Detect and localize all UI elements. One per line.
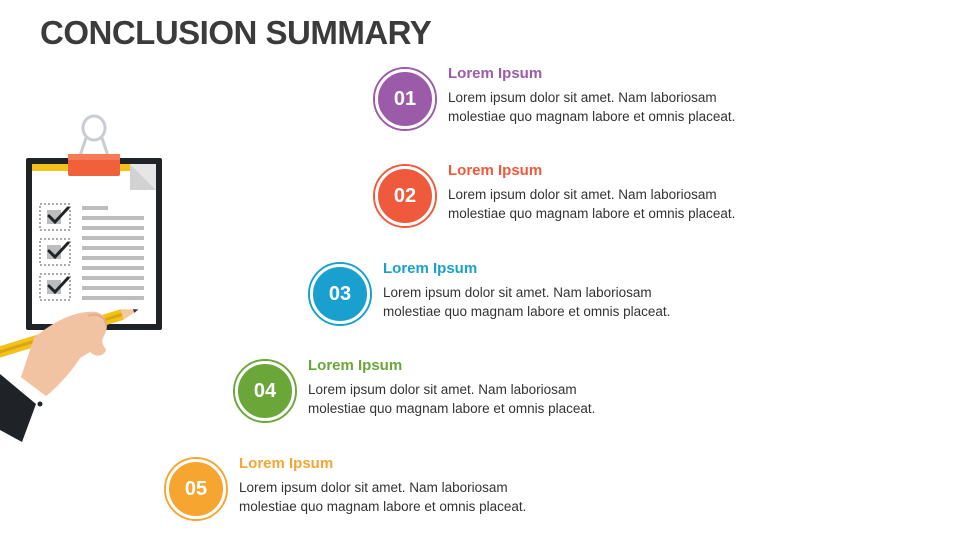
item-description-line-2: molestiae quo magnam labore et omnis placeat. [239,498,527,514]
item-heading: Lorem Ipsum [239,455,334,472]
item-description-line-2: molestiae quo magnam labore et omnis placeat. [308,400,596,416]
item-description-line-2: molestiae quo magnam labore et omnis placeat. [383,303,671,319]
number-badge: 04 [235,361,295,421]
item-description-line-2: molestiae quo magnam labore et omnis placeat. [448,108,736,124]
item-description-line-1: Lorem ipsum dolor sit amet. Nam laboriosam [448,90,717,105]
number-badge: 01 [375,69,435,129]
item-heading: Lorem Ipsum [448,162,543,179]
item-description-line-1: Lorem ipsum dolor sit amet. Nam laboriosam [239,480,508,495]
item-description-line-1: Lorem ipsum dolor sit amet. Nam laboriosam [448,187,717,202]
number-badge: 02 [375,166,435,226]
item-heading: Lorem Ipsum [448,65,543,82]
item-description-line-1: Lorem ipsum dolor sit amet. Nam laboriosam [308,382,577,397]
item-description-line-1: Lorem ipsum dolor sit amet. Nam laboriosam [383,285,652,300]
item-heading: Lorem Ipsum [383,260,478,277]
number-badge: 03 [310,264,370,324]
slide-title: CONCLUSION SUMMARY [40,14,432,51]
number-badge: 05 [166,459,226,519]
item-description-line-2: molestiae quo magnam labore et omnis placeat. [448,205,736,221]
clipboard-checklist-icon [0,112,170,447]
item-heading: Lorem Ipsum [308,357,403,374]
